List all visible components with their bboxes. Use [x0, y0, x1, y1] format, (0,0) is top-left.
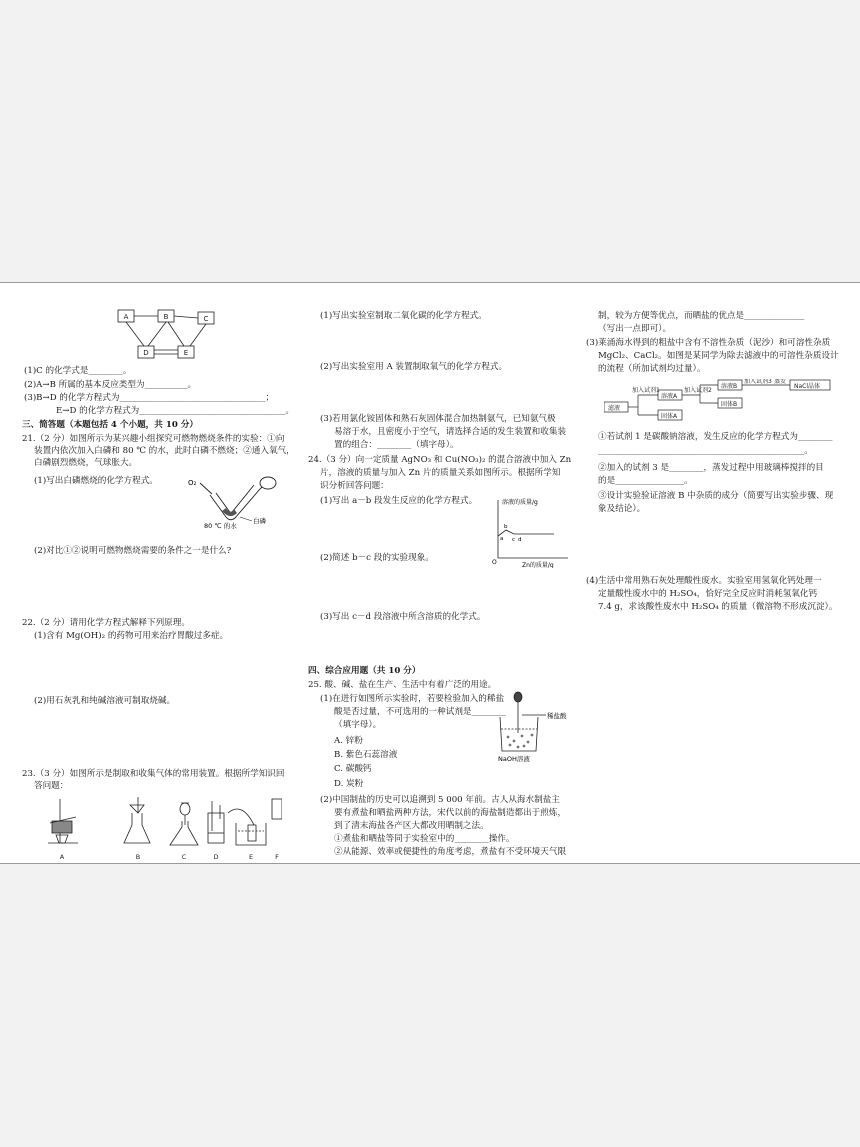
node-c-label: C	[203, 315, 209, 323]
graph-x-label: Zn的质量/g	[522, 562, 554, 568]
apparatus-c-label: C	[181, 853, 187, 861]
q25-part1-line1: (1)在进行如图所示实验时，若要检验加入的稀盐	[320, 694, 505, 704]
q22-stem: 22.（2 分）请用化学方程式解释下列原理。	[22, 618, 190, 628]
q21-stem-line2: 装置内依次加入白磷和 80 ℃ 的水，此时白磷不燃烧；②通入氧气，	[34, 446, 295, 456]
apparatus-a-label: A	[59, 853, 65, 861]
q23-part2: (2)写出实验室用 A 装置制取氧气的化学方程式。	[320, 362, 508, 372]
flow-reagent1: 加入试剂1	[632, 387, 660, 394]
q23-part3-line1: (3)若用氯化铵固体和熟石灰固体混合加热制氨气，已知氨气极	[320, 414, 556, 424]
q25-part2-a: ①煮盐和晒盐等同于实验室中的________操作。	[334, 834, 515, 844]
q25-part3-b-line1: ②加入的试剂 3 是________，蒸发过程中用玻璃棒搅拌的目	[598, 463, 824, 473]
q23-part3-line3: 置的组合：________（填字母）。	[334, 440, 459, 450]
neutralization-figure	[490, 689, 576, 765]
q25-part2-line1: (2)中国制盐的历史可以追溯到 5 000 年前。古人从海水制盐主	[320, 795, 560, 805]
section-4-heading: 四、综合应用题（共 10 分）	[308, 666, 421, 676]
oxygen-label: O₂	[188, 479, 197, 487]
q24-part1: (1)写出 a－b 段发生反应的化学方程式。	[320, 496, 478, 506]
flow-reagent2: 加入试剂2	[684, 387, 712, 394]
graph-point-d: d	[518, 537, 522, 543]
q24-part3: (3)写出 c－d 段溶液中所含溶质的化学式。	[320, 612, 486, 622]
q25-part4-line1: (4)生活中常用熟石灰处理酸性废水。实验室用氢氧化钙处理一	[586, 576, 822, 586]
apparatus-d-label: D	[213, 853, 219, 861]
q25-stem: 25. 酸、碱、盐在生产、生活中有着广泛的用途。	[308, 680, 497, 690]
q25-part2-b: ②从能源、效率或便捷性的角度考虑，煮盐有不受环境天气限	[334, 847, 567, 857]
column-middle	[306, 283, 576, 863]
flow-solution-b: 溶液B	[721, 383, 738, 390]
node-a-label: A	[123, 313, 129, 321]
graph-y-label: 溶液的质量/g	[502, 499, 538, 506]
apparatus-b-label: B	[135, 853, 141, 861]
section-3-heading: 三、简答题（本题包括 4 个小题，共 10 分）	[22, 420, 199, 430]
q24-stem-line2: 片，溶液的质量与加入 Zn 片的质量关系如图所示。根据所学知	[320, 468, 561, 478]
q23-part3-line2: 易溶于水，且密度小于空气，请选择合适的发生装置和收集装	[334, 427, 567, 437]
q20-part2: (2)A→B 所属的基本反应类型为__________。	[24, 380, 197, 390]
q21-stem-line3: 白磷剧烈燃烧，气球胀大。	[34, 458, 138, 468]
node-d-label: D	[143, 349, 149, 357]
flow-start: 滤液	[608, 405, 621, 412]
q25-part3-line1: (3)莱涌海水得到的粗盐中含有不溶性杂质（泥沙）和可溶性杂质	[586, 338, 831, 348]
node-b-label: B	[163, 313, 169, 321]
q25-part3-c-line1: ③设计实验验证溶液 B 中杂质的成分（简要写出实验步骤、现	[598, 491, 834, 501]
hot-water-label: 80 ℃ 的水	[204, 522, 237, 530]
phosphorus-combustion-figure	[182, 475, 282, 530]
q25-part2-b-cont-line1: 制，较为方便等优点，而晒盐的优点是______________	[598, 311, 805, 321]
q20-part3a: (3)B→D 的化学方程式为__________________________________；	[24, 393, 275, 403]
q24-part2: (2)简述 b－c 段的实验现象。	[320, 553, 434, 563]
gas-apparatus-figure	[32, 791, 282, 863]
solution-mass-graph	[492, 496, 572, 568]
graph-point-c: c	[512, 537, 516, 543]
q24-stem-line1: 24.（3 分）向一定质量 AgNO₃ 和 Cu(NO₃)₂ 的混合溶液中加入 Zn	[308, 455, 572, 465]
q25-part3-a-line1: ①若试剂 1 是碳酸钠溶液，发生反应的化学方程式为________	[598, 432, 833, 442]
q25-option-a: A. 锌粉	[334, 736, 363, 746]
q25-option-c: C. 碳酸钙	[334, 764, 372, 774]
graph-point-b: b	[504, 524, 508, 530]
apparatus-e-label: E	[248, 853, 254, 861]
dilute-acid-label: 稀盐酸	[547, 712, 567, 720]
flow-solution-a: 溶液A	[661, 393, 678, 400]
flow-reagent3: 加入试剂3	[744, 379, 772, 385]
q22-part1: (1)含有 Mg(OH)₂ 的药物可用来治疗胃酸过多症。	[34, 631, 229, 641]
q24-stem-line3: 识分析回答问题：	[320, 481, 389, 491]
q25-part1-line3: （填字母）。	[334, 720, 382, 730]
q21-part2: (2)对比①②说明可燃物燃烧需要的条件之一是什么?	[34, 546, 232, 556]
q22-part2: (2)用石灰乳和纯碱溶液可制取烧碱。	[34, 696, 176, 706]
q25-part2-line2: 要有煮盐和晒盐两种方法，宋代以前的海盐制造都出于煎炼，	[334, 808, 567, 818]
q25-part1-line2: 酸是否过量，不可选用的一种试剂是________	[334, 707, 506, 717]
q25-part2-b-cont-line2: （写出一点即可）。	[598, 324, 672, 334]
column-right	[584, 283, 854, 863]
q25-part3-b-line2: 的是________________。	[598, 476, 693, 486]
graph-point-a: a	[500, 536, 504, 542]
q25-part4-line2: 定量酸性废水中的 H₂SO₄，恰好完全反应时消耗氢氧化钙	[598, 589, 818, 599]
q25-part4-line3: 7.4 g，求该酸性废水中 H₂SO₄ 的质量（微溶物不形成沉淀）。	[598, 602, 838, 612]
q21-part1: (1)写出白磷燃烧的化学方程式。	[34, 476, 158, 486]
q20-part1: (1)C 的化学式是________。	[24, 366, 132, 376]
q25-part3-line3: 的流程（所加试剂均过量）。	[598, 364, 706, 374]
flow-end: NaCl晶体	[794, 383, 821, 390]
naoh-solution-label: NaOH溶液	[498, 755, 530, 763]
q25-part3-line2: MgCl₂、CaCl₂。如图是某同学为除去滤液中的可溶性杂质设计	[598, 351, 839, 361]
q25-part3-a-line2: ________________________________________________。	[598, 446, 813, 456]
flow-solid-b: 固体B	[721, 401, 738, 408]
q25-option-d: D. 炭粉	[334, 779, 364, 789]
white-phosphorus-label: 白磷	[253, 517, 266, 525]
apparatus-f-label: F	[275, 853, 279, 861]
flow-evaporate: 蒸发	[774, 379, 787, 385]
q23-stem-line1: 23.（3 分）如图所示是制取和收集气体的常用装置。根据所学知识回	[22, 769, 285, 779]
q25-part3-c-line2: 象及结论）。	[598, 504, 646, 514]
flow-solid-a: 固体A	[661, 413, 678, 420]
q23-stem-line2: 答问题：	[34, 781, 69, 791]
exam-sheet	[0, 282, 860, 864]
q25-part2-line3: 到了清末海盐各产区大都改用晒制之法。	[334, 821, 489, 831]
node-e-label: E	[183, 349, 189, 357]
q20-part3b: E→D 的化学方程式为__________________________________。	[56, 406, 294, 416]
column-left	[22, 283, 295, 863]
q25-option-b: B. 紫色石蕊溶液	[334, 750, 398, 760]
q23-part1: (1)写出实验室制取二氧化碳的化学方程式。	[320, 311, 487, 321]
reaction-network-diagram	[116, 305, 236, 367]
q21-stem-line1: 21.（2 分）如图所示为某兴趣小组探究可燃物燃烧条件的实验：①向	[22, 434, 285, 444]
purification-flowchart	[604, 379, 844, 425]
graph-origin: O	[492, 559, 497, 566]
